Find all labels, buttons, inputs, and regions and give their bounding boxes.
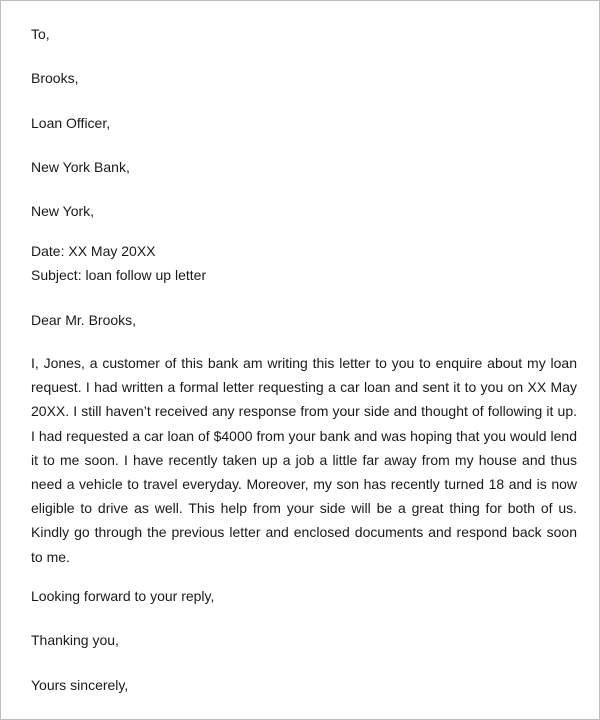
closing-line-3: Yours sincerely,	[31, 677, 129, 693]
closing-line-1: Looking forward to your reply,	[31, 588, 215, 604]
recipient-name: Brooks,	[31, 70, 79, 86]
subject-line: Subject: loan follow up letter	[31, 267, 207, 283]
date-line: Date: XX May 20XX	[31, 243, 156, 259]
to-line: To,	[31, 26, 50, 42]
greeting: Dear Mr. Brooks,	[31, 312, 137, 328]
closing-line-2: Thanking you,	[31, 632, 119, 648]
recipient-city: New York,	[31, 203, 95, 219]
recipient-bank: New York Bank,	[31, 159, 130, 175]
recipient-title: Loan Officer,	[31, 115, 111, 131]
letter-body: I, Jones, a customer of this bank am writing this letter to you to enquire about my loan request. I had written a formal letter requesting a car loan and sent it to you on XX May 20XX. I still haven’t received any response from your side and thought of following it up. I had requested a car loan of $4000 from your bank and was hoping that you would lend it to me soon. I have recently taken up a job a little far away from my house and thus need a vehicle to travel everyday. Moreover, my son has recently turned 18 and is now eligible to drive as well. This help from your side will be a great thing for both of us. Kindly go through the previous letter and enclosed documents and respond back soon to me.	[31, 355, 577, 565]
